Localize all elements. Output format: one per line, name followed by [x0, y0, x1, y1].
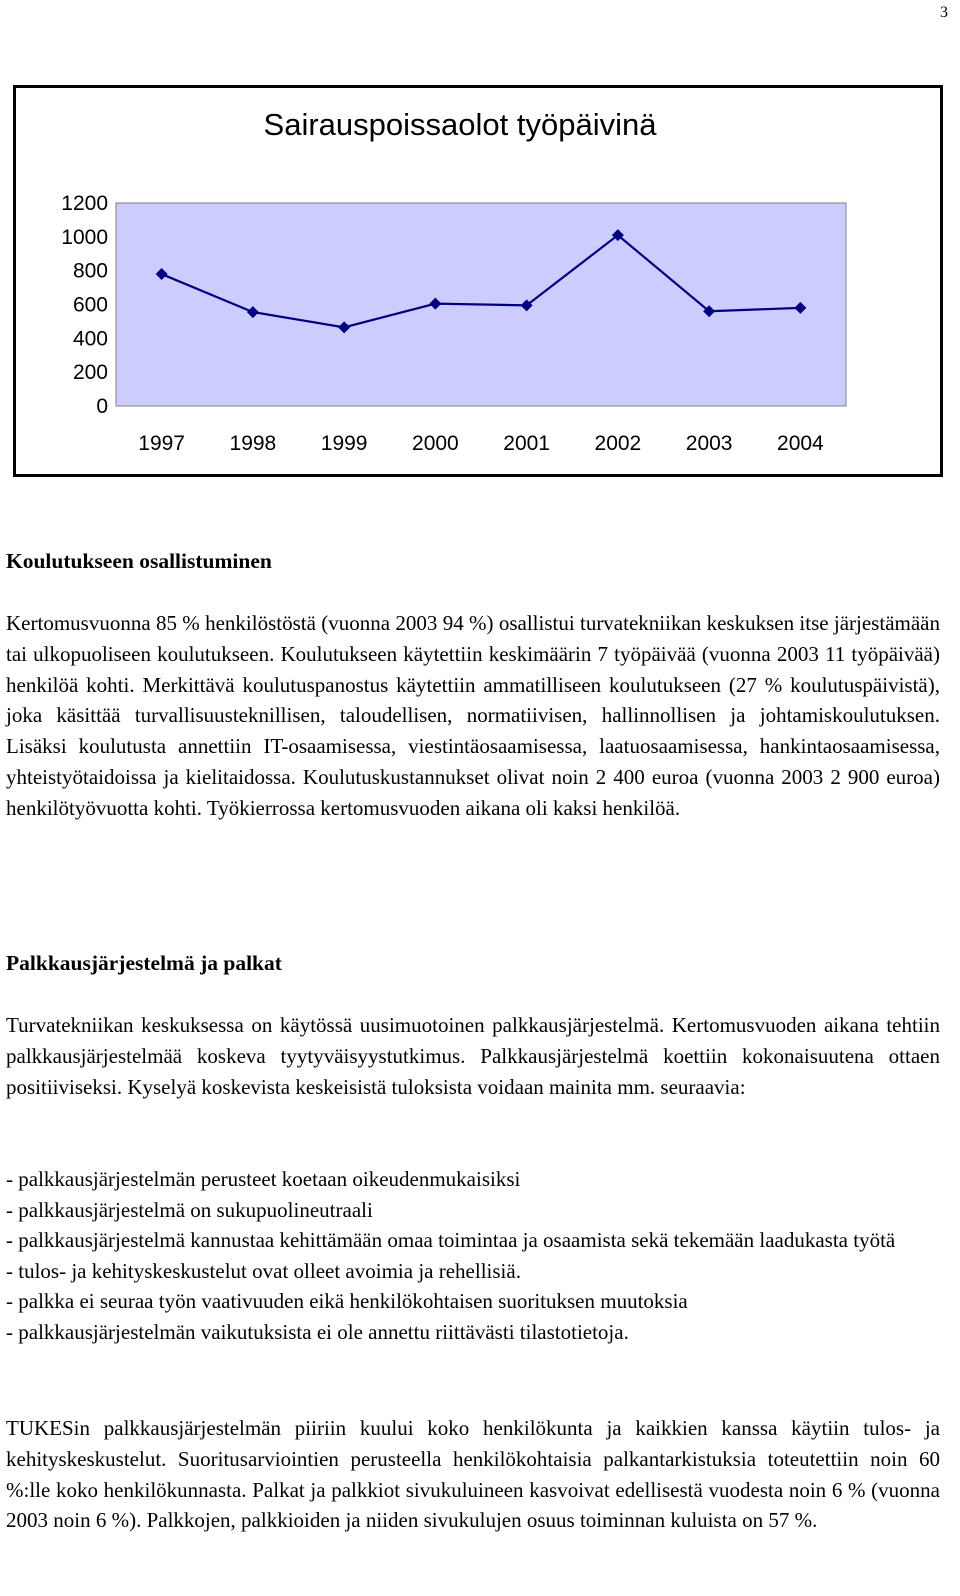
y-axis-ticks: [61, 192, 108, 418]
paragraph-palkkaus-closing: TUKESin palkkausjärjestelmän piiriin kuului koko henkilökunta ja kaikkien kanssa käytiin tulos- ja kehityskeskustelut. Suoritusarviointien perusteella henkilökohtaisia palkantarkistuksia toteutettiin noin 60 %:lle koko henkilökunnasta. Palkat ja palkkiot sivukuluineen kasvoivat edellisestä vuodesta noin 6 % (vuonna 2003 noin 6 %). Palkkojen, palkkioiden ja niiden sivukulujen osuus toiminnan kuluista on 57 %.: [6, 1416, 940, 1533]
survey-results-list: [6, 1164, 940, 1348]
x-tick-label: 1998: [229, 432, 277, 455]
list-item: - palkkausjärjestelmän vaikutuksista ei ole annettu riittävästi tilastotietoja.: [6, 1319, 629, 1344]
y-tick-label: 200: [72, 361, 108, 385]
list-item: - palkkausjärjestelmän perusteet koetaan oikeudenmukaisiksi: [6, 1167, 521, 1191]
section-heading-palkkaus: Palkkausjärjestelmä ja palkat: [6, 951, 282, 975]
y-tick-label: 1000: [61, 225, 108, 249]
x-tick-label: 2000: [412, 432, 459, 455]
list-item: - palkkausjärjestelmä on sukupuolineutraali: [6, 1197, 373, 1222]
x-axis-ticks: [138, 432, 824, 455]
y-tick-label: 400: [72, 327, 108, 351]
x-tick-label: 2003: [685, 432, 733, 455]
paragraph-palkkaus: Turvatekniikan keskuksessa on käytössä uusimuotoinen palkkausjärjestelmä. Kertomusvuoden aikana tehtiin palkkausjärjestelmää koskeva tyytyväisyystutkimus. Palkkausjärjestelmä koettiin kokonaisuutena ottaen positiiviseksi. Kyselyä koskevista keskeisistä tuloksista voidaan mainita mm. seuraavia:: [6, 1013, 940, 1099]
x-tick-label: 2002: [594, 432, 642, 455]
list-item: - palkka ei seuraa työn vaativuuden eikä henkilökohtaisen suorituksen muutoksia: [6, 1289, 688, 1314]
x-tick-label: 2001: [503, 432, 550, 455]
section-heading-koulutus: Koulutukseen osallistuminen: [6, 549, 272, 573]
y-tick-label: 0: [96, 395, 108, 418]
list-item: - palkkausjärjestelmä kannustaa kehittämään omaa toimintaa ja osaamista sekä tekemään laadukasta työtä: [6, 1228, 896, 1253]
chart-title: Sairauspoissaolot työpäivinä: [263, 107, 657, 142]
list-item: - tulos- ja kehityskeskustelut ovat olleet avoimia ja rehellisiä.: [6, 1258, 521, 1283]
y-tick-label: 1200: [61, 192, 108, 215]
y-tick-label: 600: [72, 293, 108, 317]
y-tick-label: 800: [72, 259, 108, 283]
x-tick-label: 1997: [138, 432, 185, 455]
page-number: 3: [940, 4, 948, 21]
paragraph-koulutus: Kertomusvuonna 85 % henkilöstöstä (vuonna 2003 94 %) osallistui turvatekniikan keskuksen itse järjestämään tai ulkopuoliseen koulutukseen. Koulutukseen käytettiin keskimäärin 7 työpäivää (vuonna 2003 11 työpäivää) henkilöä kohti. Merkittävä koulutuspanostus käytettiin ammatilliseen koulutukseen (27 % koulutuspäivistä), joka käsittää turvallisuusteknillisen, taloudellisen, normatiivisen, hallinnollisen ja johtamiskoulutuksen. Lisäksi koulutusta annettiin IT-osaamisessa, viestintäosaamisessa, laatuosaamisessa, hankintaosaamisessa, yhteistyötaidoissa ja kielitaidossa. Koulutuskustannukset olivat noin 2 400 euroa (vuonna 2003 2 900 euroa) henkilötyövuotta kohti. Työkierrossa kertomusvuoden aikana oli kaksi henkilöä.: [6, 611, 940, 820]
x-tick-label: 2004: [777, 432, 824, 455]
line-chart: [16, 88, 940, 474]
x-tick-label: 1999: [320, 432, 368, 455]
chart-frame: [13, 85, 943, 477]
